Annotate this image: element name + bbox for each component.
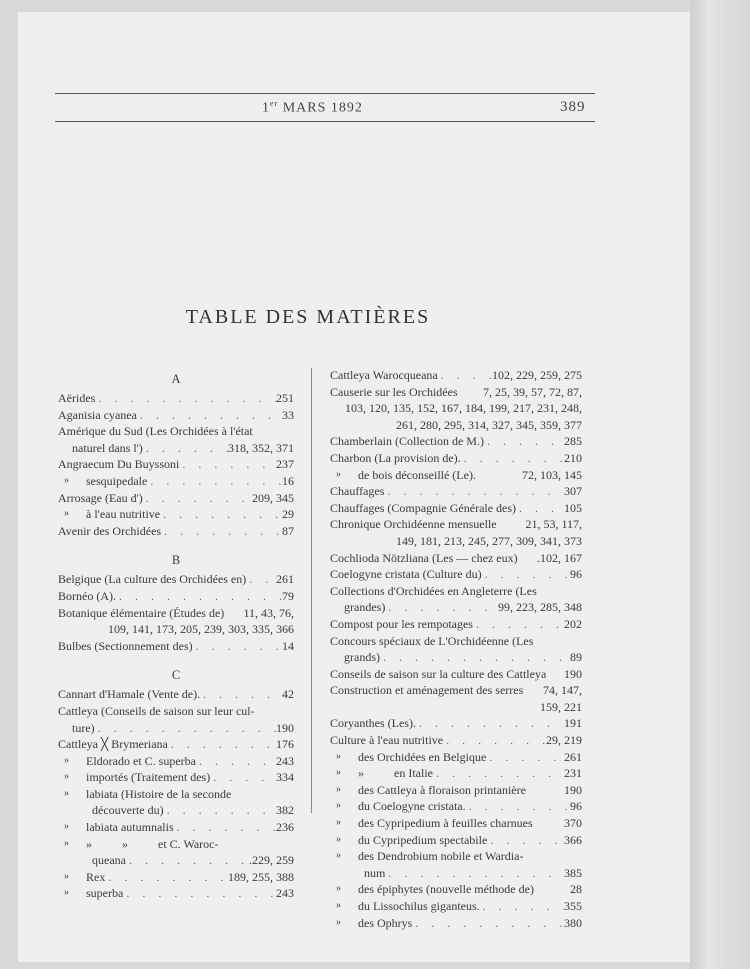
entry-pages: 318, 352, 371	[228, 440, 294, 455]
entry-pages: .102, 167	[537, 550, 582, 565]
entry-title: grandes)	[344, 600, 386, 615]
entry-title: Avenir des Orchidées	[58, 523, 162, 538]
dot-leader	[95, 720, 276, 737]
index-entry	[330, 384, 582, 401]
index-entry	[58, 440, 294, 457]
index-entry	[330, 566, 582, 583]
entry-pages: 11, 43, 76,	[243, 605, 294, 620]
dot-leader	[385, 599, 498, 616]
entry-title: du Coelogyne cristata.	[358, 799, 466, 814]
entry-title: de bois déconseillé (Le).	[358, 467, 476, 482]
entry-pages: 28	[570, 882, 582, 897]
ditto-mark: »	[336, 850, 341, 862]
index-entry	[330, 483, 582, 500]
dot-leader	[147, 473, 282, 490]
ditto-mark: »	[64, 821, 69, 833]
entry-title: Coelogyne cristata (Culture du)	[330, 567, 482, 582]
dot-leader	[160, 506, 282, 523]
header-date	[262, 99, 363, 117]
index-entry	[58, 703, 294, 720]
entry-pages: 33	[282, 407, 294, 422]
dot-leader	[466, 798, 570, 815]
entry-pages: 210	[564, 450, 582, 465]
entry-pages: 251	[276, 391, 294, 405]
ditto-mark: »	[336, 817, 341, 829]
entry-pages: 380	[564, 915, 582, 930]
index-entry	[330, 765, 582, 782]
entry-pages: .229, 259	[249, 853, 294, 868]
spacer	[72, 621, 108, 638]
index-entry	[58, 802, 294, 819]
entry-pages: 21, 53, 117,	[525, 517, 582, 532]
entry-title: labiata (Histoire de la seconde	[86, 786, 232, 801]
entry-pages: 366	[564, 832, 582, 847]
spacer	[497, 516, 526, 533]
entry-title: du Cypripedium spectabile	[358, 832, 488, 847]
entry-title: » en Italie	[358, 766, 433, 781]
date-day: 1	[262, 100, 270, 116]
page-number: 389	[560, 99, 586, 115]
entry-pages: 189, 255, 388	[228, 869, 294, 884]
index-entry	[330, 732, 582, 749]
spacer	[253, 423, 294, 440]
entry-pages: 72, 103, 145	[522, 467, 582, 482]
entry-title: Chauffages	[330, 484, 385, 499]
entry-title: Cattleya ╳ Brymeriana	[58, 737, 168, 752]
ditto-mark: »	[336, 900, 341, 911]
entry-pages: 159, 221	[540, 699, 582, 714]
ditto-mark: »	[64, 754, 69, 766]
index-entry	[330, 633, 582, 650]
ditto-mark: »	[64, 508, 69, 520]
entry-pages: 74, 147,	[543, 683, 582, 698]
entry-title: Aganisia cyanea	[58, 407, 137, 422]
dot-leader	[179, 456, 276, 473]
index-entry	[58, 407, 294, 424]
entry-pages: 29	[282, 507, 294, 522]
dot-leader	[461, 450, 564, 467]
index-entry	[330, 881, 582, 898]
entry-title: Conseils de saison sur la culture des Cattleya	[330, 666, 547, 681]
entry-pages: 99, 223, 285, 348	[498, 600, 582, 615]
dot-leader	[385, 865, 564, 882]
index-entry	[330, 815, 582, 832]
entry-title: Bornéo (A).	[58, 588, 116, 603]
dot-leader	[164, 802, 276, 819]
dot-leader	[416, 715, 564, 732]
index-entry	[58, 885, 294, 902]
spacer	[533, 815, 564, 832]
entry-title: Cannart d'Hamale (Vente de).	[58, 687, 201, 702]
dot-leader	[246, 571, 276, 588]
dot-leader	[143, 440, 228, 457]
entry-title: queana	[92, 853, 126, 868]
page-title: TABLE DES MATIÈRES	[185, 306, 431, 328]
index-entry	[58, 571, 294, 588]
ditto-mark: »	[336, 833, 341, 845]
entry-title: des Dendrobium nobile et Wardia-	[358, 849, 524, 864]
header-rule-bottom	[55, 121, 595, 122]
ditto-mark: »	[64, 771, 69, 783]
entry-pages: 102, 229, 259, 275	[492, 368, 582, 382]
column-divider	[311, 368, 312, 813]
entry-title: des Cypripedium à feuilles charnues	[358, 816, 533, 831]
dot-leader	[480, 898, 564, 915]
section-letter: B	[171, 553, 181, 568]
entry-pages: 96	[570, 799, 582, 814]
entry-pages: 243	[276, 886, 294, 901]
ditto-mark: »	[336, 783, 341, 795]
spacer	[523, 848, 582, 865]
ditto-mark: »	[336, 767, 341, 779]
entry-title: Concours spéciaux de L'Orchidéenne (Les	[330, 633, 534, 648]
entry-pages: 231	[564, 766, 582, 781]
entry-title: des Cattleya à floraison printanière	[358, 782, 526, 797]
left-column	[58, 371, 294, 902]
dot-leader	[210, 769, 276, 786]
entry-title: Chronique Orchidéenne mensuelle	[330, 517, 497, 532]
spacer	[231, 786, 294, 803]
index-entry	[330, 583, 582, 600]
index-entry	[330, 616, 582, 633]
index-entry	[58, 769, 294, 786]
index-entry	[58, 390, 294, 407]
entry-pages: 190	[276, 720, 294, 735]
entry-pages: 14	[282, 638, 294, 653]
index-entry	[58, 852, 294, 869]
entry-pages: 109, 141, 173, 205, 239, 303, 335, 366	[108, 622, 294, 637]
ditto-mark: »	[64, 474, 69, 486]
entry-title: Charbon (La provision de).	[330, 450, 461, 465]
index-entry	[330, 865, 582, 882]
entry-title: Collections d'Orchidées en Angleterre (Les	[330, 583, 537, 598]
dot-leader	[168, 736, 276, 753]
index-entry	[58, 588, 294, 605]
dot-leader	[95, 390, 276, 407]
index-entry	[330, 550, 582, 567]
section-letter: C	[171, 668, 181, 683]
index-entry	[58, 473, 294, 490]
entry-title: des épiphytes (nouvelle méthode de)	[358, 882, 534, 897]
entry-title: sesquipedale	[86, 473, 148, 488]
ditto-mark: »	[336, 800, 341, 812]
entry-pages: 385	[564, 865, 582, 880]
entry-title: à l'eau nutritive	[86, 507, 161, 522]
index-entry	[330, 599, 582, 616]
entry-pages: 191	[564, 716, 582, 731]
right-column	[330, 367, 582, 931]
dot-leader	[384, 483, 564, 500]
entry-title: Angraecum Du Buyssoni	[58, 457, 180, 472]
entry-pages: 190	[564, 782, 582, 797]
section-letter: A	[171, 372, 181, 386]
index-entry	[330, 749, 582, 766]
index-entry	[330, 516, 582, 533]
dot-leader	[105, 869, 228, 886]
ditto-mark: »	[336, 468, 341, 480]
entry-title: labiata autumnalis	[86, 820, 174, 835]
index-entry	[58, 490, 294, 507]
entry-pages: 243	[276, 753, 294, 768]
entry-title: Aërides	[58, 391, 96, 405]
dot-leader	[200, 686, 282, 703]
dot-leader	[443, 732, 546, 749]
entry-title: Construction et aménagement des serres	[330, 683, 524, 698]
entry-pages: 236	[276, 820, 294, 835]
ditto-mark: »	[64, 870, 69, 882]
entry-title: importés (Traitement des)	[86, 770, 211, 785]
entry-pages: 334	[276, 770, 294, 785]
index-entry	[58, 736, 294, 753]
spacer	[534, 881, 570, 898]
spacer	[523, 682, 543, 699]
entry-title: naturel dans l')	[72, 440, 143, 455]
index-entry	[330, 433, 582, 450]
entry-title: Rex	[86, 869, 106, 884]
spacer	[546, 666, 564, 683]
spacer	[526, 782, 564, 799]
index-entry	[330, 848, 582, 865]
entry-title: num	[364, 865, 386, 880]
index-entry	[330, 450, 582, 467]
entry-title: découverte du)	[92, 803, 164, 818]
entry-pages: 87	[282, 523, 294, 538]
dot-leader	[116, 588, 282, 605]
entry-pages: 370	[564, 816, 582, 831]
index-entry	[330, 649, 582, 666]
index-entry	[330, 915, 582, 932]
entry-title: Bulbes (Sectionnement des)	[58, 638, 193, 653]
entry-title: » » et C. Waroc-	[86, 836, 219, 851]
index-entry	[330, 699, 582, 716]
entry-pages: 190	[564, 666, 582, 681]
index-entry	[58, 720, 294, 737]
index-entry	[58, 836, 294, 853]
index-entry	[330, 400, 582, 417]
entry-pages: 79	[282, 588, 294, 603]
index-entry	[330, 367, 582, 384]
entry-pages: 176	[276, 737, 294, 752]
index-entry	[58, 819, 294, 836]
entry-title: du Lissochilus giganteus.	[358, 899, 480, 913]
entry-title: ture)	[72, 720, 95, 735]
dot-leader	[123, 885, 276, 902]
entry-pages: 7, 25, 39, 57, 72, 87,	[483, 384, 582, 399]
dot-leader	[126, 852, 249, 869]
ditto-mark: »	[336, 750, 341, 762]
index-entry	[330, 533, 582, 550]
ditto-mark: »	[64, 837, 69, 849]
spacer	[537, 583, 582, 600]
ditto-mark: »	[336, 883, 341, 895]
entry-pages: 261, 280, 295, 314, 327, 345, 359, 377	[396, 417, 582, 432]
spacer	[344, 699, 540, 716]
index-entry	[58, 621, 294, 638]
spacer	[458, 384, 483, 401]
spacer	[344, 417, 396, 434]
dot-leader	[380, 649, 570, 666]
entry-pages: 96	[570, 567, 582, 582]
index-entry	[58, 786, 294, 803]
entry-pages: 103, 120, 135, 152, 167, 184, 199, 217, 231, 248,	[345, 401, 582, 416]
index-entry	[58, 753, 294, 770]
index-entry	[58, 605, 294, 622]
entry-pages: 382	[276, 803, 294, 818]
index-entry	[330, 666, 582, 683]
spacer	[518, 550, 537, 567]
entry-title: superba	[86, 886, 124, 901]
index-entry	[58, 686, 294, 703]
entry-title: Chauffages (Compagnie Générale des)	[330, 500, 517, 515]
dot-leader	[482, 566, 570, 583]
entry-title: des Orchidées en Belgique	[358, 749, 487, 764]
dot-leader	[137, 407, 282, 424]
index-entry	[330, 782, 582, 799]
spacer	[255, 703, 294, 720]
entry-pages: 237	[276, 457, 294, 472]
dot-leader	[143, 490, 252, 507]
entry-pages: 149, 181, 213, 245, 277, 309, 341, 373	[396, 533, 582, 548]
ditto-mark: »	[64, 787, 69, 799]
entry-title: Culture à l'eau nutritive	[330, 733, 444, 748]
entry-title: Eldorado et C. superba	[86, 753, 196, 768]
entry-pages: 261	[276, 572, 294, 587]
entry-pages: 16	[282, 473, 294, 488]
entry-pages: 209, 345	[252, 490, 294, 505]
index-entry	[58, 423, 294, 440]
index-entry	[58, 869, 294, 886]
dot-leader	[487, 832, 564, 849]
index-entry	[330, 715, 582, 732]
dot-leader	[473, 616, 564, 633]
entry-pages: 105	[564, 500, 582, 515]
index-entry	[58, 456, 294, 473]
index-entry	[330, 798, 582, 815]
entry-pages: 261	[564, 749, 582, 764]
spacer	[476, 467, 522, 484]
index-entry	[330, 500, 582, 517]
dot-leader	[486, 749, 564, 766]
date-sup: er	[270, 99, 279, 108]
entry-pages: 202	[564, 616, 582, 631]
entry-title: Cochlioda Nötzliana (Les — chez eux)	[330, 550, 518, 565]
dot-leader	[161, 523, 282, 540]
index-entry	[58, 506, 294, 523]
dot-leader	[193, 638, 282, 655]
entry-pages: 89	[570, 650, 582, 665]
spacer	[533, 633, 582, 650]
entry-pages: 355	[564, 899, 582, 913]
dot-leader	[412, 915, 564, 932]
index-entry	[330, 417, 582, 434]
entry-pages: 29, 219	[546, 733, 582, 748]
header-rule-top	[55, 93, 595, 94]
ditto-mark: »	[336, 916, 341, 928]
entry-title: Botanique élémentaire (Études de)	[58, 605, 225, 620]
entry-title: Compost pour les rempotages	[330, 616, 473, 631]
entry-title: Causerie sur les Orchidées	[330, 384, 458, 399]
spacer	[344, 533, 396, 550]
dot-leader	[433, 765, 564, 782]
index-entry	[58, 523, 294, 540]
dot-leader	[174, 819, 276, 836]
entry-title: Cattleya Warocqueana	[330, 368, 438, 382]
date-rest: MARS 1892	[282, 100, 363, 116]
spacer	[224, 605, 243, 622]
entry-title: Chamberlain (Collection de M.)	[330, 434, 484, 449]
entry-title: Cattleya (Conseils de saison sur leur cul-	[58, 703, 255, 718]
dot-leader	[196, 753, 276, 770]
index-entry	[330, 832, 582, 849]
index-entry	[58, 638, 294, 655]
entry-title: grands)	[344, 650, 380, 665]
entry-title: Arrosage (Eau d')	[58, 490, 143, 505]
dot-leader	[438, 367, 492, 384]
index-entry	[330, 682, 582, 699]
entry-title: Coryanthes (Les).	[330, 716, 416, 731]
index-entry	[330, 898, 582, 915]
entry-title: Amérique du Sud (Les Orchidées à l'état	[58, 424, 253, 439]
entry-pages: 307	[564, 484, 582, 499]
dot-leader	[484, 433, 564, 450]
spacer	[218, 836, 294, 853]
dot-leader	[516, 500, 564, 517]
ditto-mark: »	[64, 887, 69, 899]
entry-pages: 42	[282, 687, 294, 702]
entry-pages: 285	[564, 434, 582, 449]
entry-title: des Ophrys	[358, 915, 413, 930]
page-edge-shadow	[690, 0, 750, 969]
entry-title: Belgique (La culture des Orchidées en)	[58, 572, 247, 587]
index-entry	[330, 467, 582, 484]
